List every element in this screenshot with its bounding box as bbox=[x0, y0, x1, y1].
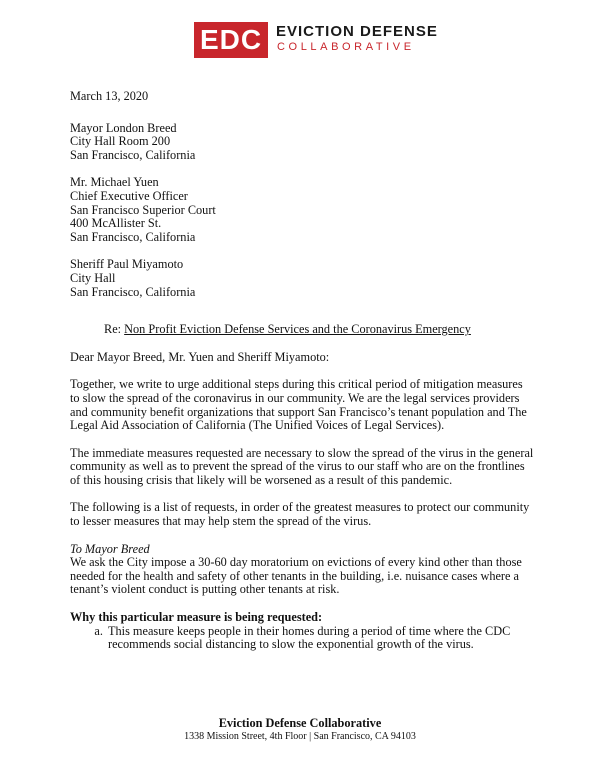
recipient-line: City Hall Room 200 bbox=[70, 134, 171, 149]
logo-title: EVICTION DEFENSE bbox=[276, 23, 438, 40]
why-list bbox=[70, 625, 534, 652]
recipient-line: San Francisco, California bbox=[70, 229, 196, 244]
section-text: We ask the City impose a 30-60 day moratorium on evictions of every kind other than those needed for the health and safety of other tenants in the building, i.e. nuisance cases where a tenant’s violent conduct is putting other tenants at risk. bbox=[70, 555, 522, 597]
salutation: Dear Mayor Breed, Mr. Yuen and Sheriff Miyamoto: bbox=[70, 349, 330, 364]
re-subject: Non Profit Eviction Defense Services and the Coronavirus Emergency bbox=[124, 322, 471, 337]
recipient-line: San Francisco Superior Court bbox=[70, 202, 216, 217]
recipient-line: San Francisco, California bbox=[70, 147, 196, 162]
recipient-line: City Hall bbox=[70, 270, 116, 285]
letter-date: March 13, 2020 bbox=[70, 89, 149, 103]
paragraph-3: The following is a list of requests, in order of the greatest measures to protect our community to lesser measures that may help stem the spread of the virus. bbox=[70, 500, 530, 529]
recipient-block-2 bbox=[70, 176, 534, 244]
logo-subtitle: COLLABORATIVE bbox=[277, 41, 415, 53]
logo-mark bbox=[194, 22, 268, 58]
recipient-block-3 bbox=[70, 258, 534, 299]
recipient-line: 400 McAllister St. bbox=[70, 216, 162, 231]
recipient-line: Chief Executive Officer bbox=[70, 188, 188, 203]
why-heading: Why this particular measure is being requested: bbox=[70, 610, 323, 625]
logo-mark-text: EDC bbox=[200, 24, 263, 55]
section-heading: To Mayor Breed bbox=[70, 541, 150, 556]
letter-body bbox=[70, 90, 534, 652]
recipient-block-1 bbox=[70, 122, 534, 163]
re-line bbox=[70, 323, 534, 337]
paragraph-1: Together, we write to urge additional steps during this critical period of mitigation measures to slow the spread of the coronavirus in our community. We are the legal services providers and community benefit organizations that support San Francisco’s tenant population and The Legal Aid Association of California (The Unified Voices of Legal Services). bbox=[70, 377, 527, 433]
footer-address: 1338 Mission Street, 4th Floor | San Francisco, CA 94103 bbox=[184, 731, 416, 742]
why-item: a. This measure keeps people in their homes during a period of time where the CDC recommends social distancing to slow the exponential growth of the virus. bbox=[106, 625, 534, 652]
paragraph-2: The immediate measures requested are necessary to slow the spread of the virus in the general community as well as to prevent the spread of the virus to our staff who are on the frontlines of this housing crisis that likely will be worsened as a result of this pandemic. bbox=[70, 445, 534, 487]
recipient-line: San Francisco, California bbox=[70, 284, 196, 299]
recipient-line: Mayor London Breed bbox=[70, 120, 177, 135]
footer-org-name: Eviction Defense Collaborative bbox=[218, 716, 382, 730]
re-prefix: Re: bbox=[104, 322, 125, 337]
recipient-line: Sheriff Paul Miyamoto bbox=[70, 257, 184, 272]
recipient-line: Mr. Michael Yuen bbox=[70, 175, 159, 190]
